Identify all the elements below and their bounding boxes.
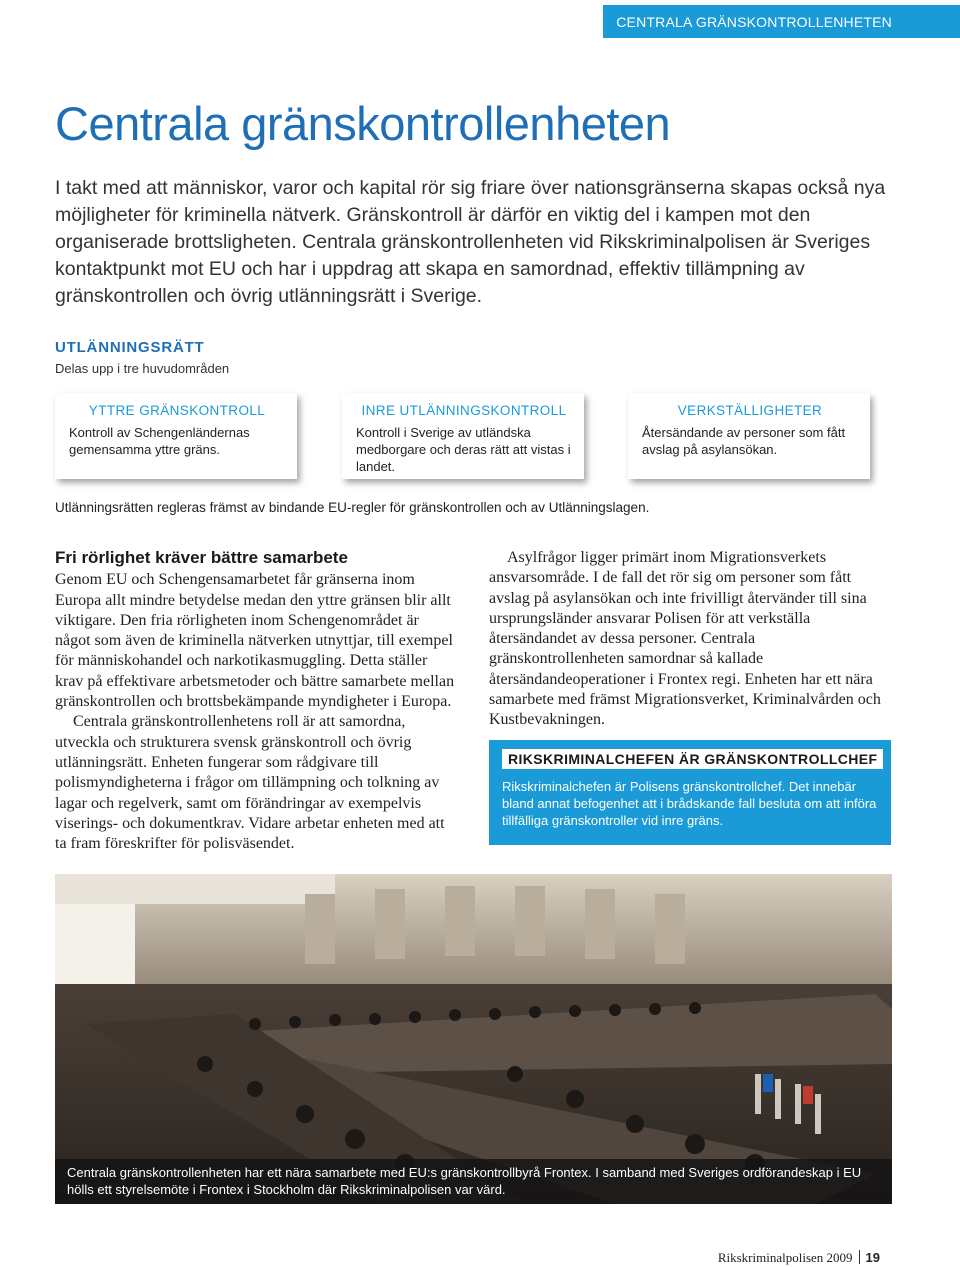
page-footer	[718, 1250, 880, 1266]
card-text: Kontroll i Sverige av utländska medborgare och deras rätt att vistas i landet.	[356, 425, 571, 474]
article-right-column	[489, 548, 894, 731]
section-label: CENTRALA GRÄNSKONTROLLENHETEN	[616, 14, 892, 30]
card-heading: VERKSTÄLLIGHETER	[677, 403, 823, 418]
area-card-external-border	[55, 393, 297, 479]
area-card-internal-control	[342, 393, 584, 479]
fact-box	[489, 740, 891, 845]
article-paragraph: Centrala gränskontrollenhetens roll är att samordna, utveckla och strukturera svensk gränskontroll och övrig utlänningsrätt. Enheten fungerar som rådgivare till polismyndigheterna i frågor om tillämpning och tolkning av lagar och regelverk, samt om förändringar av exempelvis viserings- och dokumentkrav. Vidare arbetar enheten med att ta fram föreskrifter för polisväsendet.	[55, 713, 445, 853]
intro-paragraph: I takt med att människor, varor och kapital rör sig friare över nationsgränserna skapas också nya möjligheter för kriminella nätverk. Gränskontroll är därför en viktig del i kampen mot den organiserade brottsligheten. Centrala gränskontrollenheten vid Rikskriminalpolisen är Sveriges kontaktpunkt mot EU och har i uppdrag att skapa en samordnad, effektiv tillämpning av gränskontrollen och övrig utlänningsrätt i Sverige.	[55, 177, 886, 307]
page-number: 19	[865, 1250, 880, 1265]
fact-box-heading: RIKSKRIMINALCHEFEN ÄR GRÄNSKONTROLLCHEF	[502, 749, 883, 769]
card-heading: YTTRE GRÄNSKONTROLL	[88, 403, 266, 418]
page-title: Centrala gränskontrollenheten	[55, 97, 671, 150]
fact-box-text: Rikskriminalchefen är Polisens gränskontrollchef. Det innebär bland annat befogenhet att i brådskande fall besluta om att införa tillfälliga gränskontroller vid inre gräns.	[502, 779, 877, 828]
regulation-note: Utlänningsrätten regleras främst av bindande EU-regler för gränskontrollen och av Utlänningslagen.	[55, 500, 650, 515]
card-text: Återsändande av personer som fått avslag på asylansökan.	[642, 425, 846, 457]
footer-divider	[859, 1250, 860, 1264]
card-text: Kontroll av Schengenländernas gemensamma yttre gräns.	[69, 425, 250, 457]
section-header-bar	[603, 5, 960, 38]
article-left-column	[55, 548, 455, 854]
publication-name: Rikskriminalpolisen 2009	[717, 1250, 853, 1265]
photo-caption: Centrala gränskontrollenheten har ett nära samarbete med EU:s gränskontrollbyrå Frontex. I samband med Sveriges ordförandeskap i EU hölls ett styrelsemöte i Frontex i Stockholm där Rikskriminalpolisen var värd.	[55, 1159, 892, 1204]
section-heading: UTLÄNNINGSRÄTT	[55, 339, 205, 356]
article-paragraph: Asylfrågor ligger primärt inom Migrationsverkets ansvarsområde. I de fall det rör sig om personer som fått avslag på asylansökan och inte frivilligt återvänder till sina ursprungsländer ansvarar Polisen för att verkställa återsändandet av dessa personer. Centrala gränskontrollenheten samordnar så kallade återsändandeoperationer i Frontex regi. Enheten har ett nära samarbete med främst Migrationsverket, Kriminalvården och Kustbevakningen.	[489, 549, 881, 729]
meeting-photo	[55, 874, 892, 1204]
article-paragraph: Genom EU och Schengensamarbetet får gränserna inom Europa allt mindre betydelse medan den yttre gränsen blir allt viktigare. Den fria rörligheten inom Schengenområdet är något som även de kriminella nätverken utnyttjar, till exempel för människohandel och narkotikasmuggling. Detta ställer krav på effektivare arbetsmetoder och bättre samarbete mellan gränskontrollen och brottsbekämpande myndigheter i Europa.	[55, 571, 455, 711]
meeting-photo-image	[55, 874, 892, 1204]
card-heading: INRE UTLÄNNINGSKONTROLL	[361, 403, 567, 418]
article-heading: Fri rörlighet kräver bättre samarbete	[55, 548, 348, 567]
section-subheading: Delas upp i tre huvudområden	[55, 361, 230, 376]
area-card-enforcement	[628, 393, 870, 479]
